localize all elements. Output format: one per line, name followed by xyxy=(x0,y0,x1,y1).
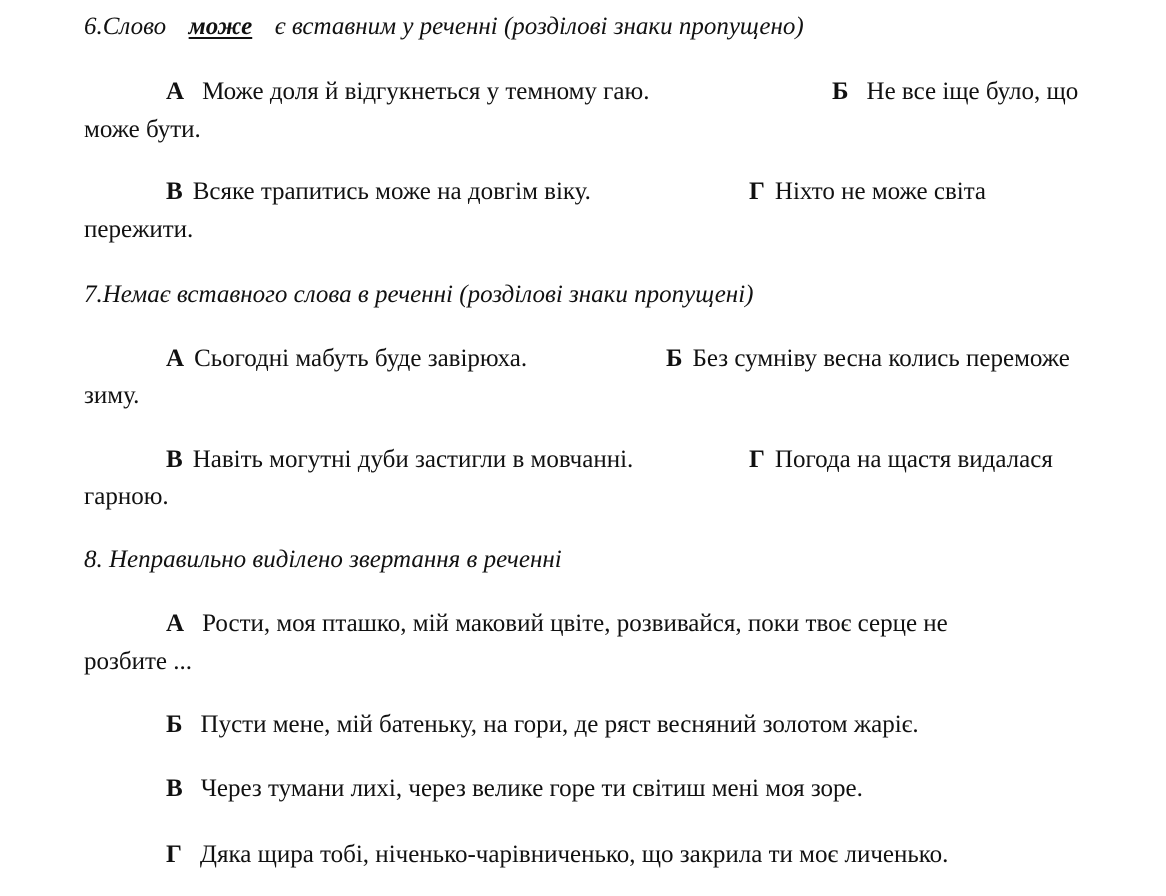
q7-option-b-continuation: зиму. xyxy=(84,382,140,409)
q6-option-b-continuation: може бути. xyxy=(84,116,201,143)
q8-option-v-letter: В xyxy=(166,775,183,802)
q8-option-g xyxy=(166,840,948,870)
question-6-prefix: 6.Слово xyxy=(84,13,167,40)
q8-option-a-text: Рости, моя пташко, мій маковий цвіте, розвивайся, поки твоє серце не xyxy=(202,610,948,637)
q6-option-v-text: Всяке трапитись може на довгім віку. xyxy=(192,178,591,205)
q7-option-g-text: Погода на щастя видалася xyxy=(774,446,1053,473)
q6-option-b-letter: Б xyxy=(832,78,849,105)
question-7-title: 7.Немає вставного слова в реченні (розділові знаки пропущені) xyxy=(84,281,754,308)
q7-option-g xyxy=(749,445,1053,475)
q7-option-v xyxy=(166,445,633,475)
q6-option-v-letter: В xyxy=(166,178,183,205)
question-6-title xyxy=(84,12,804,42)
q8-option-b-letter: Б xyxy=(166,711,183,738)
q8-option-a-continuation: розбите ... xyxy=(84,648,192,675)
question-6-keyword: може xyxy=(188,13,253,40)
q6-option-v xyxy=(166,177,591,207)
q7-option-v-text: Навіть могутні дуби застигли в мовчанні. xyxy=(192,446,634,473)
q6-option-b xyxy=(832,77,1078,107)
q8-option-g-letter: Г xyxy=(166,841,182,868)
q8-option-v xyxy=(166,774,863,804)
q6-option-b-text: Не все іще було, що xyxy=(866,78,1079,105)
q8-option-b-text: Пусти мене, мій батеньку, на гори, де ряст весняний золотом жаріє. xyxy=(200,711,919,738)
q6-option-a-text: Може доля й відгукнеться у темному гаю. xyxy=(202,78,650,105)
q8-option-a xyxy=(166,609,948,639)
q6-option-g xyxy=(749,177,986,207)
q7-option-b xyxy=(666,344,1070,374)
q8-option-b xyxy=(166,710,919,740)
q6-option-a xyxy=(166,77,649,107)
q8-option-g-text: Дяка щира тобі, ніченько-чарівниченько, що закрила ти моє личенько. xyxy=(199,841,949,868)
q7-option-v-letter: В xyxy=(166,446,183,473)
q7-option-a xyxy=(166,344,527,374)
question-8-title: 8. Неправильно виділено звертання в реченні xyxy=(84,546,562,573)
q8-option-v-text: Через тумани лихі, через велике горе ти світиш мені моя зоре. xyxy=(200,775,863,802)
q7-option-b-letter: Б xyxy=(666,345,683,372)
question-6-suffix: є вставним у реченні (розділові знаки пропущено) xyxy=(274,13,804,40)
q7-option-g-letter: Г xyxy=(749,446,765,473)
q8-option-a-letter: А xyxy=(166,610,185,637)
q7-option-a-text: Сьогодні мабуть буде завірюха. xyxy=(194,345,528,372)
q6-option-g-text: Ніхто не може світа xyxy=(774,178,987,205)
q7-option-b-text: Без сумніву весна колись переможе xyxy=(692,345,1070,372)
q6-option-a-letter: А xyxy=(166,78,185,105)
q6-option-g-letter: Г xyxy=(749,178,765,205)
q7-option-g-continuation: гарною. xyxy=(84,483,169,510)
q6-option-g-continuation: пережити. xyxy=(84,216,194,243)
q7-option-a-letter: А xyxy=(166,345,185,372)
